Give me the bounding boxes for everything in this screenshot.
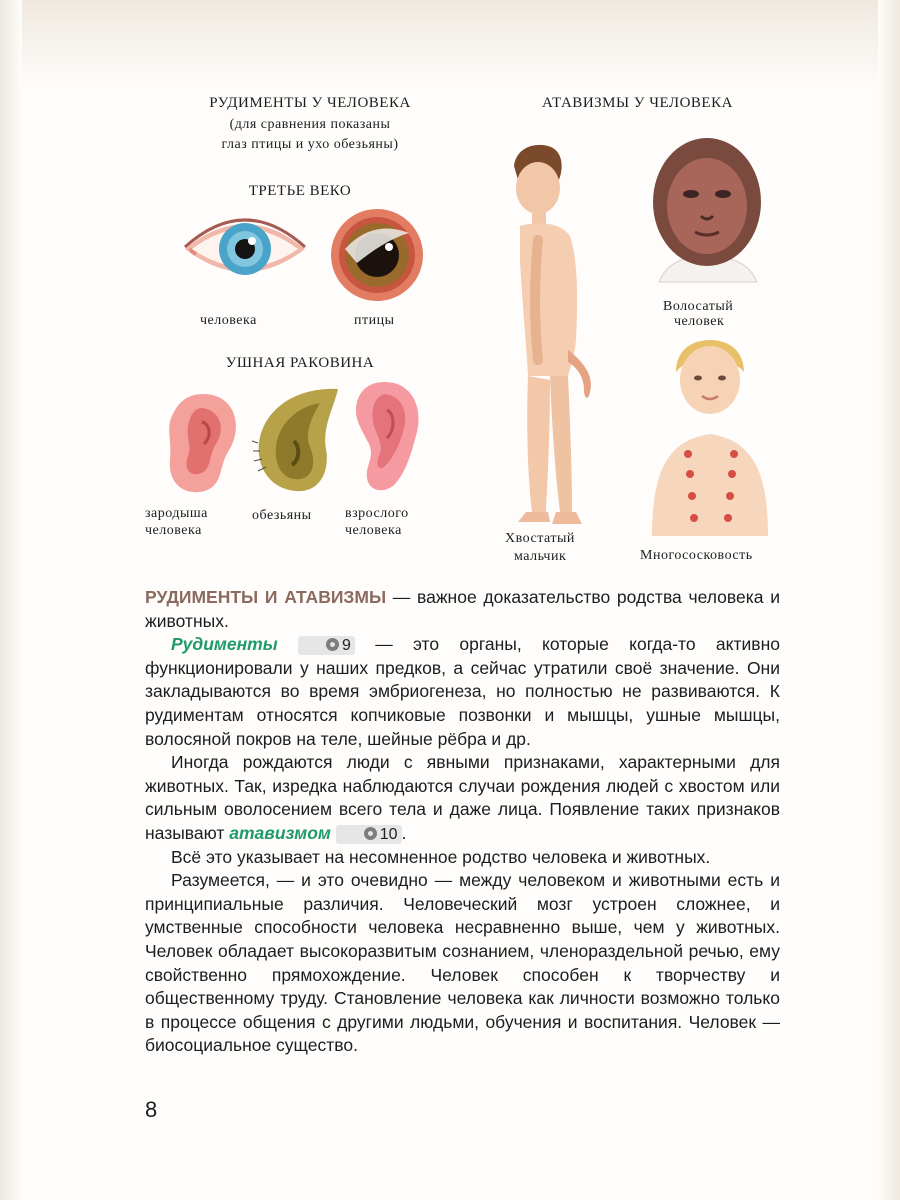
top-shadow: [0, 0, 900, 90]
monkey-ear-illustration: [250, 385, 345, 495]
adult-ear-label-line2: человека: [345, 523, 402, 538]
rudiments-term: Рудименты: [171, 634, 278, 655]
polythelia-illustration: [648, 336, 773, 536]
polythelia-label: Многососковость: [640, 548, 753, 563]
page-number: 8: [145, 1097, 158, 1122]
disc-icon: [326, 638, 339, 651]
paragraph-4: Всё это указывает на несомненное родство человека и животных.: [171, 846, 711, 867]
paragraph-2-text: — это органы, которые когда-то активно функционировали у наших предков, а сейчас утратили своё значение. Они закладываются во время эмбриогенеза, но полностью не развиваются. К рудиментам относятся копчиковые позвонки и мышцы, ушные мышцы, волосяной покров на теле, шейные рёбра и др.: [145, 634, 780, 749]
paragraph-5: Разумеется, — и это очевидно — между человеком и животными есть и принципиальные различия. Человеческий мозг устроен сложнее, и умственные способности человека несравненно выше, чем у животных. Человек обладает высокоразвитым сознанием, членораздельной речью, ему свойственно прямохождение. Человек способен к творчеству и общественному труду. Становление человека как личности возможно только в процессе общения с другими людьми, обучения и воспитания. Человек — биосоциальное существо.: [145, 870, 780, 1056]
adult-ear-illustration: [345, 378, 425, 496]
embryo-ear-label-line1: зародыша: [145, 506, 208, 521]
tailed-boy-label-line2: мальчик: [514, 549, 567, 564]
ref-number: 9: [341, 637, 351, 655]
bird-eye-illustration: [327, 207, 427, 303]
hairy-man-illustration: [645, 132, 770, 292]
paragraph-1: [145, 586, 780, 633]
atavism-term: атавизмом: [229, 822, 331, 843]
embryo-ear-label-line2: человека: [145, 523, 202, 538]
paragraph-3-text: Иногда рождаются люди с явными признаками, характерными для животных. Так, изредка наблюдаются случаи рождения людей с хвостом или сильным оволосением всего тела и даже лица. Появление таких признаков называют: [145, 752, 780, 843]
third-eyelid-title: ТРЕТЬЕ ВЕКО: [248, 183, 352, 199]
bird-eye-label: птицы: [354, 313, 395, 328]
tailed-boy-illustration: [498, 140, 608, 532]
adult-ear-label-line1: взрослого: [345, 506, 409, 521]
body-text: [145, 586, 780, 1058]
left-edge-shadow: [0, 0, 22, 1200]
disc-icon: [364, 827, 377, 840]
paragraph-2: [145, 633, 780, 751]
rudiments-title: РУДИМЕНТЫ У ЧЕЛОВЕКА: [209, 95, 411, 111]
embryo-ear-illustration: [158, 388, 248, 500]
heading-term: РУДИМЕНТЫ И АТАВИЗМЫ: [145, 587, 387, 607]
human-eye-label: человека: [200, 313, 257, 328]
ref-badge-10[interactable]: [336, 825, 402, 844]
rudiments-note-line2: глаз птицы и ухо обезьяны): [221, 137, 399, 152]
ref-number: 10: [379, 825, 398, 843]
hairy-man-label-line1: Волосатый: [663, 299, 734, 314]
right-edge-shadow: [878, 0, 900, 1200]
paragraph-1-text: — важное доказательство родства человека и животных.: [145, 587, 780, 631]
human-eye-illustration: [180, 207, 310, 287]
tailed-boy-label-line1: Хвостатый: [505, 531, 575, 546]
ear-title: УШНАЯ РАКОВИНА: [225, 355, 375, 371]
paragraph-3: [145, 751, 780, 845]
monkey-ear-label: обезьяны: [252, 508, 312, 523]
hairy-man-label-line2: человек: [674, 314, 725, 329]
paragraph-3-end: .: [401, 822, 407, 843]
ref-badge-9[interactable]: [298, 636, 355, 655]
atavisms-title: АТАВИЗМЫ У ЧЕЛОВЕКА: [542, 95, 733, 111]
rudiments-note-line1: (для сравнения показаны: [229, 117, 391, 132]
